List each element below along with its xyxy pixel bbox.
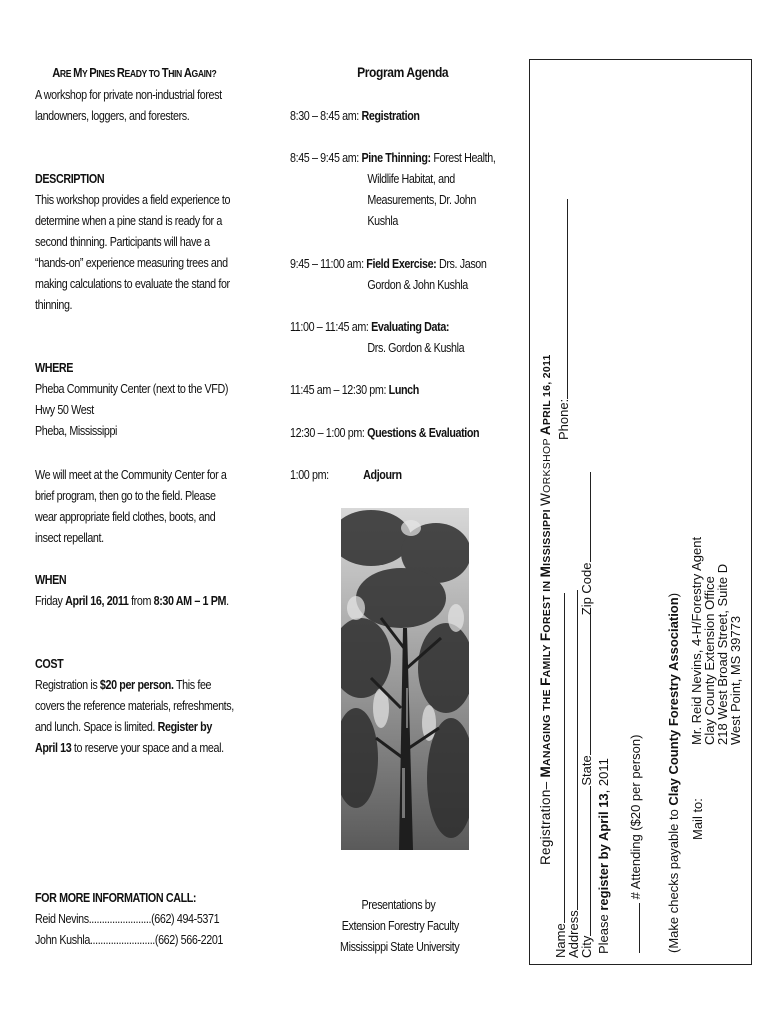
form-title-part: F [538,632,553,642]
title-part: RE [59,69,74,80]
when-section [35,570,272,612]
mailing-address: Mr. Reid Nevins, 4-H/Forestry Agent Clay County Extension Office 218 West Broad Street, Suite D West Point, MS 39773 [689,536,743,745]
attending-field[interactable]: # Attending ($20 per person) [628,735,643,953]
pine-tree-photo-art [341,508,469,850]
form-title-part: ORKSHOP [541,435,553,493]
address-field[interactable]: Address [567,473,580,959]
left-column [35,62,272,127]
description-section: DESCRIPTION This workshop provides a field experience to determine when a pine stand is ready for a second thinning. Participants will have a “hands-on” experience measuring trees and making calculations to evaluate the stand for thinning. [35,169,272,316]
form-title-part: M [538,565,553,578]
title-part: EADY TO [124,69,162,80]
agenda-item-3: 9:45 – 11:00 am: Field Exercise: Drs. Jason Gordon & John Kushla [290,257,487,292]
name-address-city-fields [554,473,593,959]
where-section: WHERE Pheba Community Center (next to the VFD) Hwy 50 West Pheba, Mississippi [35,358,272,442]
agenda-title: Program Agenda [357,64,449,80]
form-title-part: ANAGING THE [541,685,553,766]
form-title-part: M [538,765,553,778]
title-part: INES [96,69,117,80]
agenda-item-4: 11:00 – 11:45 am: Evaluating Data: Drs. Gordon & Kushla [290,320,465,355]
contact-nevins: Reid Nevins........................(662) 494-5371 [35,912,220,926]
form-title-part: PRIL 16, 2011 [541,354,553,426]
form-title-part: F [538,677,553,686]
contact-heading: FOR MORE INFORMATION CALL: [35,891,197,905]
where-heading: WHERE [35,361,74,375]
workshop-subtitle: A workshop for private non-industrial forest landowners, loggers, and foresters. [35,88,222,123]
title-part: HIN [168,69,184,80]
form-title-part: ISSISSIPPI [541,505,553,566]
register-deadline: Please register by April 13, 2011 [596,758,611,954]
title-part: M [73,65,83,80]
attending-line[interactable] [639,903,640,953]
presenters-note: Presentations by Extension Forestry Faculty Mississippi State University [340,898,460,954]
agenda-item-7: 1:00 pm: Adjourn [290,468,402,482]
phone-line[interactable] [567,199,568,399]
payable-note: (Make checks payable to Clay County Forestry Association) [666,592,681,953]
contact-kushla: John Kushla.........................(662) 566-2201 [35,933,224,947]
description-heading: DESCRIPTION [35,172,105,186]
when-heading: WHEN [35,573,67,587]
title-part: A [183,65,192,80]
agenda-item-1: 8:30 – 8:45 am: Registration [290,109,420,123]
form-title-part: A [538,425,553,436]
form-title-part: OREST IN [541,577,553,633]
cost-heading: COST [35,657,64,671]
pine-tree-photo [341,508,469,850]
city-field[interactable]: CityStateZip Code [580,473,593,959]
contact-section [35,888,272,951]
agenda-item-5: 11:45 am – 12:30 pm: Lunch [290,383,419,397]
meeting-note: We will meet at the Community Center for a brief program, then go to the field. Please wear appropriate field clothes, boots, and insect repellant. [35,468,227,545]
name-field[interactable]: Name [554,473,567,959]
workshop-title [35,62,272,85]
phone-field[interactable]: Phone: [556,199,571,440]
mail-to-label: Mail to: [690,798,705,840]
title-part: GAIN? [191,69,217,80]
cost-section: COST Registration is $20 per person. This fee covers the reference materials, refreshments, and lunch. Space is limited. Register by April 13 to reserve your space and a meal. [35,654,272,759]
agenda-item-2: 8:45 – 9:45 am: Pine Thinning: Forest Health, Wildlife Habitat, and Measurements, Dr. John Kushla [290,151,496,228]
form-title-part: AMILY [541,641,553,678]
title-part: T [161,65,169,80]
when-line: Friday April 16, 2011 from 8:30 AM – 1 PM. [35,594,229,608]
agenda-item-6: 12:30 – 1:00 pm: Questions & Evaluation [290,426,480,440]
form-title-part: W [538,492,553,506]
form-title [538,354,553,865]
form-title-part: Registration– [538,777,553,865]
title-part: R [116,65,125,80]
agenda-title-wrap [290,62,522,83]
title-part: A [52,65,60,80]
registration-form [529,59,752,965]
title-part: Y [82,69,90,80]
title-part: P [89,65,97,80]
